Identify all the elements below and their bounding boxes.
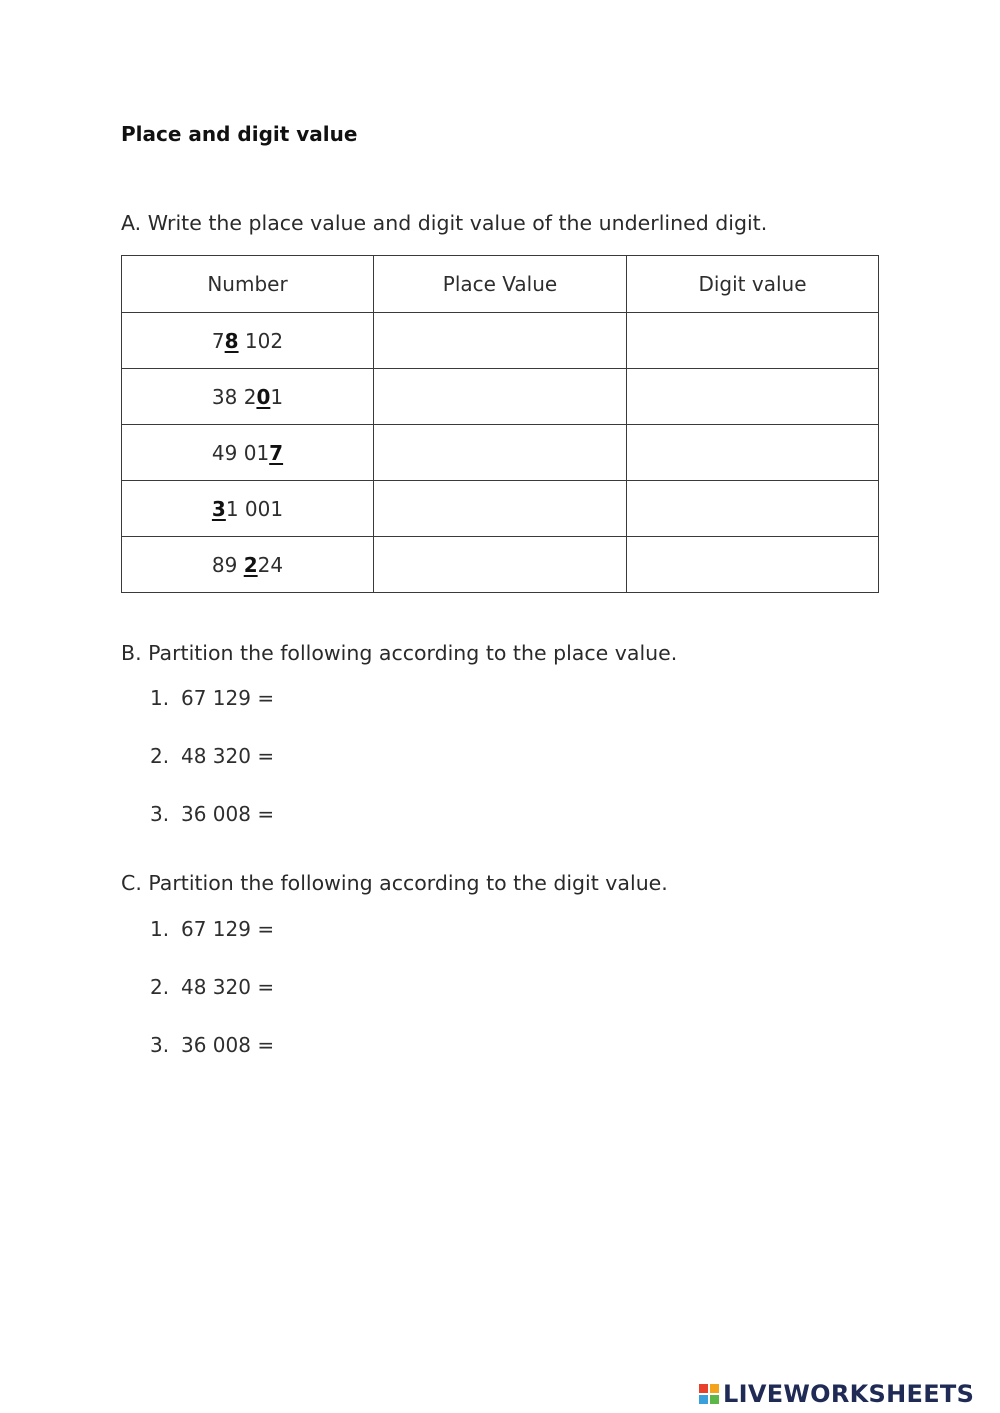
liveworksheets-watermark xyxy=(698,1379,974,1409)
item-number: 1. xyxy=(150,917,170,941)
place-value-answer-cell[interactable] xyxy=(374,369,627,425)
item-text: 48 320 = xyxy=(181,744,275,768)
header-number: Number xyxy=(122,256,374,313)
item-text: 36 008 = xyxy=(181,1033,275,1057)
item-number: 3. xyxy=(150,802,170,826)
place-value-answer-cell[interactable] xyxy=(374,481,627,537)
section-a-instruction: A. Write the place value and digit value of the underlined digit. xyxy=(121,211,768,235)
page-title: Place and digit value xyxy=(121,122,358,146)
number-cell: 38 201 xyxy=(122,369,374,425)
number-cell: 78 102 xyxy=(122,313,374,369)
underlined-digit: 0 xyxy=(256,384,271,409)
number-cell: 49 017 xyxy=(122,425,374,481)
list-item xyxy=(150,744,274,768)
place-value-answer-cell[interactable] xyxy=(374,313,627,369)
underlined-digit: 2 xyxy=(243,552,258,577)
section-b-instruction: B. Partition the following according to the place value. xyxy=(121,641,678,665)
digit-value-answer-cell[interactable] xyxy=(627,425,879,481)
place-value-answer-cell[interactable] xyxy=(374,537,627,593)
table-row xyxy=(122,537,879,593)
table-header-row xyxy=(122,256,879,313)
digit-value-answer-cell[interactable] xyxy=(627,369,879,425)
number-cell: 89 224 xyxy=(122,537,374,593)
item-number: 1. xyxy=(150,686,170,710)
list-item xyxy=(150,686,274,710)
place-value-table xyxy=(121,255,879,593)
item-text: 48 320 = xyxy=(181,975,275,999)
item-number: 2. xyxy=(150,975,170,999)
list-item xyxy=(150,802,274,826)
section-c-instruction: C. Partition the following according to the digit value. xyxy=(121,871,668,895)
table-row xyxy=(122,369,879,425)
item-text: 67 129 = xyxy=(181,686,275,710)
liveworksheets-logo-icon xyxy=(698,1383,720,1405)
list-item xyxy=(150,917,274,941)
watermark-text: LIVEWORKSHEETS xyxy=(723,1380,975,1408)
list-item xyxy=(150,1033,274,1057)
digit-value-answer-cell[interactable] xyxy=(627,481,879,537)
table-row xyxy=(122,425,879,481)
item-number: 3. xyxy=(150,1033,170,1057)
underlined-digit: 7 xyxy=(269,440,284,465)
number-cell: 31 001 xyxy=(122,481,374,537)
item-text: 67 129 = xyxy=(181,917,275,941)
header-place-value: Place Value xyxy=(374,256,627,313)
table-row xyxy=(122,313,879,369)
underlined-digit: 3 xyxy=(211,496,226,521)
list-item xyxy=(150,975,274,999)
item-text: 36 008 = xyxy=(181,802,275,826)
place-value-answer-cell[interactable] xyxy=(374,425,627,481)
underlined-digit: 8 xyxy=(224,328,239,353)
item-number: 2. xyxy=(150,744,170,768)
digit-value-answer-cell[interactable] xyxy=(627,313,879,369)
digit-value-answer-cell[interactable] xyxy=(627,537,879,593)
table-row xyxy=(122,481,879,537)
header-digit-value: Digit value xyxy=(627,256,879,313)
